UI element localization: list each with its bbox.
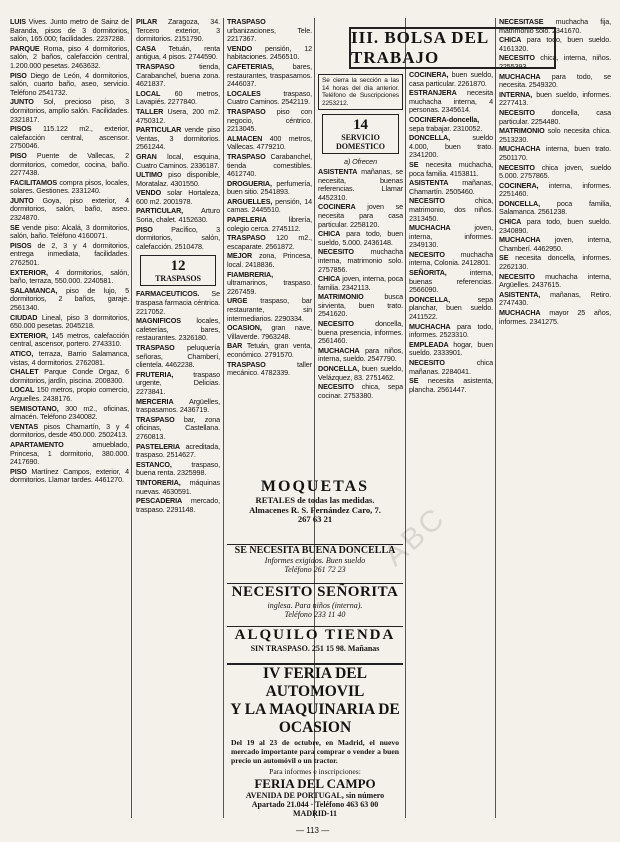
classified-ad: CHICA para todo, buen sueldo, 5.000. 2436148.	[318, 229, 403, 247]
ad-senorita	[227, 583, 403, 619]
classified-ad: LUIS Vives. Junto metro de Sainz de Baranda, pisos de 3 dormitorios, salón, 165.000; facilidades. 2237288.	[10, 18, 129, 44]
classified-ad: DONCELLA, sepa planchar, buen sueldo. 2411522.	[409, 294, 493, 322]
column-rule	[405, 18, 406, 818]
classified-ad: ASISTENTA, mañanas, Retiro. 2747430.	[499, 289, 611, 308]
classified-ad: COCINERA, buen sueldo, casa particular. 2261870.	[409, 71, 493, 88]
classified-ad: NECESITO chica, matrimonio, dos niños. 2313450.	[409, 196, 493, 223]
classified-ad: LOCAL 60 metros, Lavapiés. 2277840.	[136, 88, 220, 107]
classified-ad: SE vende piso: Alcalá, 3 dormitorios, salón, baño. Teléfono 4160071.	[10, 222, 129, 241]
section-box-traspasos	[140, 255, 216, 286]
ad-phone: 267 63 21	[297, 514, 333, 524]
classified-ad: SEMISOTANO, 300 m2., oficinas, almacén. Teléfono 2340082.	[10, 403, 129, 422]
classified-ad: LOCAL 150 metros, propio comercio, Arguelles. 2438176.	[10, 385, 129, 403]
classified-ad: TRASPASO taller mecánico. 4782339.	[227, 359, 312, 378]
classified-ad: MUCHACHA interna, buen trato. 2501170.	[499, 144, 611, 162]
ad-address: Apartado 21.044 · Teléfono 463 63 00	[251, 800, 379, 810]
ad-line: RETALES de todas las medidas.	[255, 495, 375, 505]
classified-column-4	[318, 71, 403, 471]
classified-ad: PISO Diego de León, 4 dormitorios, salón, cuarto baño, aseo, servicio. Teléfono 2541732.	[10, 70, 129, 97]
classified-ad: PISOS de 2, 3 y 4 dormitorios, entrega inmediata, facilidades. 2762501.	[10, 240, 129, 268]
classified-ad: DONCELLA, sueldo 4.000, buen trato. 2341200.	[409, 133, 493, 160]
classified-ad: MAGNIFICOS locales, cafeterías, bares, restaurantes. 2326180.	[136, 316, 220, 343]
classified-ad: MERCERIA Argüelles, traspasamos. 2436719.	[136, 396, 220, 415]
classified-ad: TRASPASO bar, zona oficinas, Castellana. 2760813.	[136, 414, 220, 441]
subsection-label: a) Ofrecen	[344, 157, 377, 167]
classified-column-1	[10, 18, 129, 818]
classified-ad: NECESITO chica, sepa cocinar. 2753380.	[318, 382, 403, 400]
section-note-box: Se cierra la sección a las 14 horas del día anterior. Teléfono de Suscripciones 2253212.	[318, 74, 403, 110]
classified-ad: ASISTENTA mañanas, Chamartín. 2505460.	[409, 178, 493, 196]
classified-ad: SE necesita asistenta, plancha. 2561447.	[409, 376, 493, 394]
classified-ad: TRASPASO Carabanchel, tienda comestibles. 4612740.	[227, 151, 312, 179]
classified-ad: CHICA para todo, buen sueldo. 2340890.	[499, 217, 611, 235]
classified-ad: TRASPASO tienda, Carabanchel, buena zona. 4621837.	[136, 61, 220, 89]
classified-ad: VENDO pensión, 12 habitaciones. 2456510.	[227, 43, 312, 62]
page-folio: — 113 —	[296, 826, 330, 835]
classified-ad: NECESITO muchacha interna, Argüelles. 2437615.	[499, 271, 611, 290]
classified-ad: MUCHACHA joven, interna, informes. 2349130.	[409, 223, 493, 250]
classified-ad: CIUDAD Lineal, piso 3 dormitorios, 650.000 pesetas. 2045218.	[10, 312, 129, 331]
classified-ad: PISO Puente de Vallecas, 2 dormitorios, comedor, cocina, baño. 2277438.	[10, 150, 129, 178]
ad-title: ALQUILO TIENDA	[234, 627, 396, 643]
section-title: III. BOLSA DEL TRABAJO	[349, 27, 556, 69]
ad-doncella	[227, 544, 403, 574]
classified-ad: SE necesita doncella, informes. 2262130.	[499, 253, 611, 272]
classified-ad: PILAR Zaragoza, 34. Tercero exterior, 3 dormitorios. 2151790.	[136, 18, 220, 44]
classified-ad: TRASPASO 120 m2., escaparate. 2561872.	[227, 233, 312, 251]
classified-ad: FIAMBRERIA, ultramarinos, traspaso. 2267459.	[227, 269, 312, 296]
classified-ad: ARGUELLES, pensión, 14 camas. 2445510.	[227, 196, 312, 215]
classified-ad: MATRIMONIO busca sirvienta, buen trato. 2541620.	[318, 292, 403, 319]
classified-ad: NECESITO chica, interna, niños. 2255393.	[499, 53, 611, 71]
classified-ad: CHALET Parque Conde Orgaz, 6 dormitorios, jardín, piscina. 2008300.	[10, 367, 129, 385]
ad-title: IV FERIA DEL AUTOMOVIL	[263, 665, 367, 700]
classified-ad: MUCHACHA joven, interna, Chamberí. 4462950.	[499, 235, 611, 253]
classified-ad: TINTORERIA, máquinas nuevas. 4630591.	[136, 477, 220, 496]
classified-ad: TALLER Usera, 200 m2. 4750312.	[136, 106, 220, 125]
ad-title: MOQUETAS	[260, 478, 370, 495]
classified-ad: DROGUERIA, perfumería, buen sitio. 2541893.	[227, 178, 312, 197]
ad-phone: Teléfono 261 72 23	[284, 565, 346, 574]
classified-ad: TRASPASO piso con negocio, céntrico. 2213045.	[227, 106, 312, 134]
section-box-servicio	[322, 114, 399, 154]
classified-ad: ATICO, terraza, Barrio Salamanca, vistas, 4 dormitorios. 2762081.	[10, 348, 129, 367]
classified-ad: SALAMANCA, piso de lujo, 5 dormitorios, 2 baños, garaje. 2561340.	[10, 285, 129, 312]
classified-ad: PAPELERIA librería, colegio cerca. 2745112.	[227, 215, 312, 233]
ad-line: SIN TRASPASO. 251 15 98. Mañanas	[250, 644, 380, 653]
classified-ad: PISO Pacífico, 3 dormitorios, salón, calefacción. 2510478.	[136, 224, 220, 251]
classified-ad: BAR Tetuán, gran venta, económico. 2791570.	[227, 341, 312, 359]
classified-ad: NECESITO muchacha interna, Colonia. 2412801.	[409, 249, 493, 268]
classified-ad: JUNTO Sol, precioso piso, 3 dormitorios, amplio salón. Facilidades. 2321817.	[10, 97, 129, 124]
classified-ad: MUCHACHA para niños, interna, sueldo. 2547790.	[318, 345, 403, 364]
classified-ad: ALMACEN 400 metros, Vallecas. 4779210.	[227, 133, 312, 152]
ad-feria-automovil	[227, 663, 403, 818]
classified-column-6	[499, 18, 611, 816]
classified-column-5	[409, 71, 493, 816]
classified-ad: EMPLEADA hogar, buen sueldo. 2333901.	[409, 339, 493, 358]
classified-ad: MEJOR zona, Princesa, local. 2418836.	[227, 251, 312, 270]
classified-ad: LOCALES traspaso, Cuatro Caminos. 2542119.	[227, 88, 312, 107]
classified-ad: MUCHACHA para todo, informes. 2523310.	[409, 321, 493, 340]
ad-place: FERIA DEL CAMPO	[254, 776, 376, 792]
classified-column-2	[136, 18, 220, 818]
section-number: 14	[353, 117, 368, 134]
ad-body: Del 19 al 23 de octubre, en Madrid, el nuevo mercado importante para comprar o vender a buen precio un automóvil o un tractor.	[231, 738, 399, 765]
ad-address: MADRID-11	[293, 809, 337, 819]
classified-ad: CHICA para todo, buen sueldo. 4161320.	[499, 35, 611, 53]
ad-title: NECESITO SEÑORITA	[231, 584, 399, 600]
classified-ad: ESTANCO, traspaso, buena renta. 2325998.	[136, 459, 220, 478]
classified-ad: SEÑORITA, interna, buenas referencias. 2566090.	[409, 268, 493, 295]
classified-ad: NECESITO muchacha interna, matrimonio solo. 2757856.	[318, 247, 403, 274]
classified-ad: DONCELLA, buen sueldo, Velázquez, 83. 2751462.	[318, 364, 403, 382]
column-rule	[131, 18, 132, 818]
section-label: TRASPASOS	[155, 274, 201, 284]
ad-title: Y LA MAQUINARIA DE	[230, 701, 400, 718]
classified-ad: VENDO solar Hortaleza, 600 m2. 2001978.	[136, 188, 220, 206]
classified-ad: EXTERIOR, 145 metros, calefacción central, ascensor, portero. 2743310.	[10, 330, 129, 349]
column-rule	[495, 18, 496, 818]
classified-ad: VENTAS pisos Chamartín, 3 y 4 dormitorios, desde 450.000. 2502413.	[10, 421, 129, 440]
classified-ad: MUCHACHA mayor 25 años, informes. 2341275.	[499, 308, 611, 326]
ad-title: OCASION	[278, 719, 352, 736]
classified-ad: PISOS 115.122 m2., exterior, calefacción central, ascensor. 2750046.	[10, 124, 129, 151]
classified-ad: PARQUE Roma, piso 4 dormitorios, salón, 2 baños, calefacción central, 1.200.000 pesetas. 2463632.	[10, 43, 129, 70]
classified-ad: PESCADERIA mercado, traspaso. 2291148.	[136, 496, 220, 514]
ad-line: Para informes e inscripciones:	[269, 767, 361, 777]
classified-ad: TRASPASO urbanizaciones, Tele. 2217367.	[227, 18, 312, 44]
classified-ad: ASISTENTA mañanas, se necesita, buenas referencias. Llamar 4452310.	[318, 166, 403, 202]
ad-line: Informes exigidos. Buen sueldo	[264, 556, 366, 565]
classified-ad: NECESITO chica mañanas. 2284041.	[409, 358, 493, 376]
classified-ad: PARTICULAR vende piso Ventas, 3 dormitorios. 2561244.	[136, 125, 220, 152]
ad-moquetas	[227, 478, 403, 525]
classified-ad: SE necesita muchacha, poca familia. 4153811.	[409, 159, 493, 178]
abc-watermark: ABC	[377, 500, 453, 573]
classified-ad: JUNTO Goya, piso exterior, 4 dormitorios, salón, baño, aseo. 2324870.	[10, 195, 129, 223]
ad-phone: Teléfono 233 11 40	[284, 610, 346, 619]
classified-ad: EXTERIOR, 4 dormitorios, salón, baño, terraza, 550.000. 2240581.	[10, 267, 129, 286]
classified-ad: ULTIMO piso disponible, Moratalaz. 4301550.	[136, 170, 220, 188]
classified-ad: NECESITO doncella, buena presencia, informes. 2561460.	[318, 319, 403, 346]
classified-ad: APARTAMENTO amueblado, Princesa, 1 dormitorio, 380.000. 2417690.	[10, 439, 129, 467]
classified-ad: COCINERA-doncella, sepa trabajar. 2310052.	[409, 114, 483, 133]
classified-ad: ESTRANJERA necesita muchacha interna, 4 personas. 2345614.	[409, 88, 493, 115]
classified-ad: CASA Tetuán, renta antigua, 4 pisos. 2744590.	[136, 43, 220, 62]
column-rule	[223, 18, 224, 818]
classified-ad: TRASPASO peluquería señoras, Chamberí, clientela. 4462238.	[136, 343, 220, 370]
ad-address: AVENIDA DE PORTUGAL, sin número	[245, 791, 385, 801]
classified-column-3	[227, 18, 312, 473]
classified-ad: PASTELERIA acreditada, traspaso. 2514627.	[136, 441, 220, 460]
classified-ad: PARTICULAR, Arturo Soria, chalet. 4152630.	[136, 206, 220, 225]
classified-ad: PISO Martínez Campos, exterior, 4 dormitorios. Llamar tardes. 4461270.	[10, 466, 129, 485]
classified-ad: FRUTERIA, traspaso urgente, Delicias. 2273841.	[136, 369, 220, 396]
section-label: SERVICIO DOMESTICO	[336, 133, 385, 152]
classified-ad: NECESITO doncella, casa particular. 2254480.	[499, 107, 611, 126]
classified-ad: NECESITASE muchacha fija, matrimonio solo. 2341670.	[499, 18, 611, 35]
classified-ad: OCASION, gran nave, Villaverde. 7963248.	[227, 323, 312, 341]
classified-ad: INTERNA, buen sueldo, informes. 2277413.	[499, 89, 611, 108]
classified-ad: MATRIMONIO solo necesita chica. 2513230.	[499, 126, 611, 144]
ad-title: SE NECESITA BUENA DONCELLA	[234, 545, 396, 556]
classified-ad: FACILITAMOS compra pisos, locales, solares. Gestiones. 2331240.	[10, 177, 129, 196]
section-number: 12	[170, 258, 186, 275]
classified-ad: NECESITO chica joven, sueldo 5.000. 2757865.	[499, 162, 611, 181]
classified-ad: CAFETERIAS, bares, restaurantes, traspasamos. 2446037.	[227, 61, 312, 89]
classified-ad: COCINERA, interna, informes. 2251460.	[499, 180, 611, 199]
classified-ad: FARMACEUTICOS. Se traspasa farmacia céntrica. 2217052.	[136, 289, 220, 316]
classified-ad: URGE traspaso, bar restaurante, sin intermediarios. 2290334.	[227, 296, 312, 323]
classified-ad: CHICA joven, interna, poca familia. 2342113.	[318, 274, 403, 292]
classified-ad: MUCHACHA para todo, se necesita. 2549320.	[499, 71, 611, 90]
ad-line: Almacenes R. S. Fernández Caro, 7.	[249, 504, 381, 515]
classified-ad: DONCELLA, poca familia, Salamanca. 2561238.	[499, 198, 611, 217]
classified-ad: COCINERA joven se necesita para casa particular. 2258120.	[318, 202, 403, 229]
classified-ad: GRAN local, esquina, Cuatro Caminos. 2336187.	[136, 151, 220, 170]
ad-alquilo-tienda	[227, 626, 403, 653]
ad-line: inglesa. Para niños (interna).	[267, 601, 363, 610]
